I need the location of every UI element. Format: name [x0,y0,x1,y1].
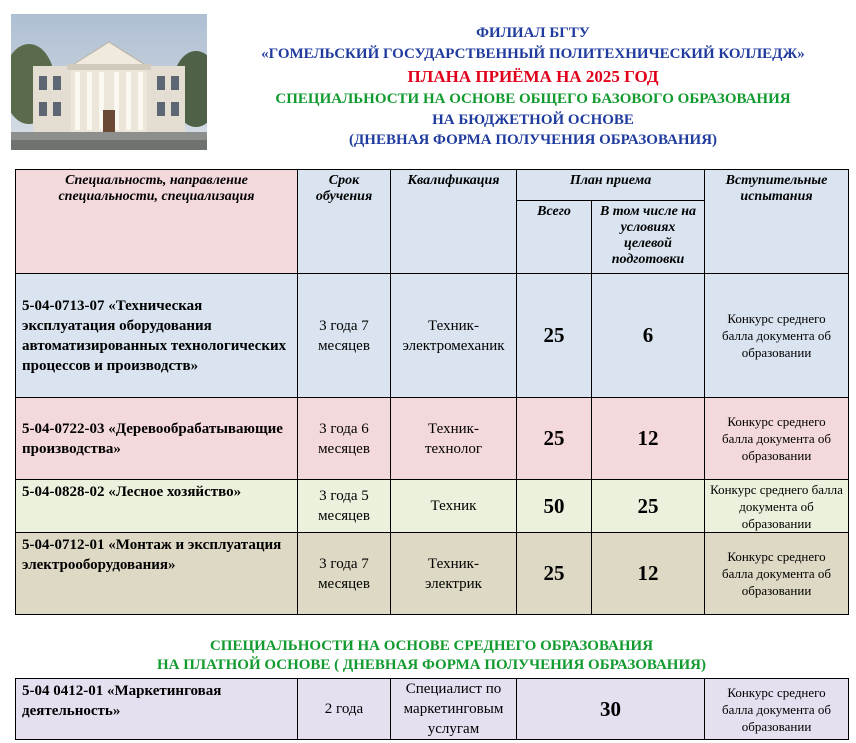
header-specialty: Специальность, направление специальности, специализация [16,170,298,274]
row-specialty: 5-04-0722-03 «Деревообрабатывающие производства» [16,398,298,480]
college-name: «ГОМЕЛЬСКИЙ ГОСУДАРСТВЕННЫЙ ПОЛИТЕХНИЧЕСКИЙ КОЛЛЕДЖ» [261,46,805,62]
row-exams: Конкурс среднего балла документа об образовании [705,533,849,615]
header-exams: Вступительные испытания [705,170,849,274]
budget-plan-table [15,169,849,615]
section1-form: (ДНЕВНАЯ ФОРМА ПОЛУЧЕНИЯ ОБРАЗОВАНИЯ) [348,132,718,148]
paid-specialty: 5-04 0412-01 «Маркетинговая деятельность» [16,679,298,740]
college-building-photo [11,14,207,150]
row-qualification: Техник-электромеханик [391,274,517,398]
header-total: Всего [517,201,592,274]
row-term: 3 года 7 месяцев [298,274,391,398]
paid-exams: Конкурс среднего балла документа об образовании [705,679,849,740]
row-total: 50 [517,480,592,533]
paid-plan-table [15,678,849,740]
row-specialty: 5-04-0713-07 «Техническая эксплуатация оборудования автоматизированных технологических процессов и производств» [16,274,298,398]
table-row [16,480,849,533]
admission-plan-title: ПЛАНА ПРИЁМА НА 2025 ГОД [407,67,659,86]
table-row [16,679,849,740]
row-exams: Конкурс среднего балла документа об образовании [705,398,849,480]
row-total: 25 [517,533,592,615]
row-term: 3 года 6 месяцев [298,398,391,480]
row-target: 12 [592,533,705,615]
table-row [16,274,849,398]
section2-subtitle: НА ПЛАТНОЙ ОСНОВЕ ( ДНЕВНАЯ ФОРМА ПОЛУЧЕНИЯ ОБРАЗОВАНИЯ) [157,657,706,673]
header-plan: План приема [517,170,705,201]
row-target: 6 [592,274,705,398]
row-total: 25 [517,398,592,480]
header-target: В том числе на условиях целевой подготовки [592,201,705,274]
paid-total: 30 [517,679,705,740]
row-term: 3 года 7 месяцев [298,533,391,615]
row-specialty: 5-04-0828-02 «Лесное хозяйство» [16,480,298,533]
table-row [16,398,849,480]
row-qualification: Техник-технолог [391,398,517,480]
paid-qualification: Специалист по маркетинговым услугам [391,679,517,740]
row-exams: Конкурс среднего балла документа об образовании [705,480,849,533]
row-target: 25 [592,480,705,533]
row-qualification: Техник [391,480,517,533]
row-qualification: Техник-электрик [391,533,517,615]
branch-title: ФИЛИАЛ БГТУ [476,25,590,41]
section1-title: СПЕЦИАЛЬНОСТИ НА ОСНОВЕ ОБЩЕГО БАЗОВОГО ОБРАЗОВАНИЯ [275,91,791,107]
section2-title: СПЕЦИАЛЬНОСТИ НА ОСНОВЕ СРЕДНЕГО ОБРАЗОВАНИЯ [209,638,654,654]
row-specialty: 5-04-0712-01 «Монтаж и эксплуатация электрооборудования» [16,533,298,615]
header-qualification: Квалификация [391,170,517,274]
row-target: 12 [592,398,705,480]
row-total: 25 [517,274,592,398]
row-term: 3 года 5 месяцев [298,480,391,533]
paid-term: 2 года [298,679,391,740]
table-row [16,533,849,615]
section1-funding: НА БЮДЖЕТНОЙ ОСНОВЕ [432,112,634,128]
row-exams: Конкурс среднего балла документа об образовании [705,274,849,398]
header-term: Срок обучения [298,170,391,274]
